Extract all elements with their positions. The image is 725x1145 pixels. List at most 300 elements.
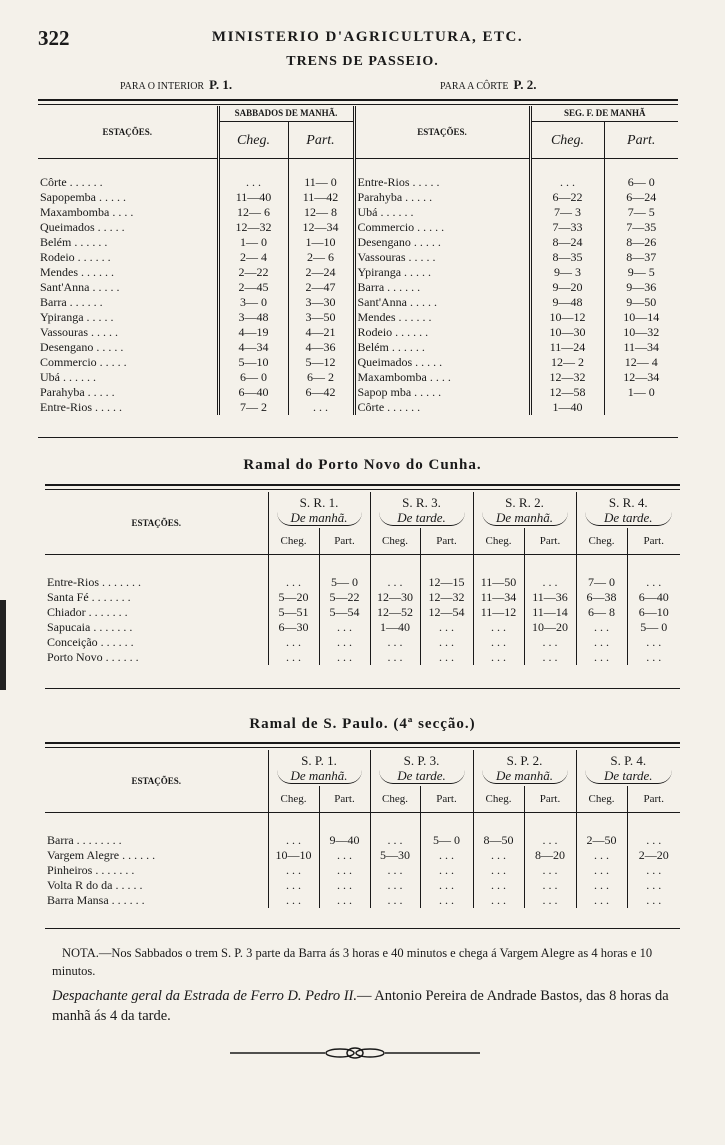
right-part-header: Part. [604,122,678,159]
time-cell: 2—47 [288,280,354,295]
time-cell: . . . [473,635,524,650]
time-cell: 6— 8 [576,605,627,620]
col-header: Cheg. [268,786,319,813]
ornament-divider [230,1046,480,1060]
sao-paulo-header-row [45,750,680,786]
porto-novo-train-header [576,492,680,528]
station-name: Entre-Rios . . . . . [40,400,122,414]
time-cell: . . . [576,878,627,893]
time-cell: . . . [420,878,473,893]
time-cell: . . . [524,833,576,848]
time-cell: 12—34 [604,370,678,385]
time-cell: 4—19 [218,325,288,340]
table-row [38,310,678,325]
time-cell: . . . [319,620,370,635]
col-header: Part. [524,528,576,555]
time-cell: 1—40 [530,400,604,415]
time-cell: . . . [473,893,524,908]
col-header: Cheg. [370,528,420,555]
time-cell: 7— 2 [218,400,288,415]
time-cell: 11—24 [530,340,604,355]
time-cell: 12—30 [370,590,420,605]
para-corte-train: P. 2. [513,77,537,92]
station-name: Mendes . . . . . . [354,310,530,325]
time-cell: . . . [524,863,576,878]
rule [38,104,678,105]
time-cell: 1—10 [288,235,354,250]
table-row [38,280,678,295]
sao-paulo-train-header [268,750,370,786]
porto-novo-spacer-row [45,555,680,576]
train-period: De tarde. [379,768,465,784]
time-cell: . . . [576,635,627,650]
time-cell: 6— 0 [218,370,288,385]
table-row [45,848,680,863]
station-name: Ypiranga . . . . . [354,265,530,280]
time-cell: . . . [473,620,524,635]
train-period: De tarde. [585,510,673,526]
train-code: S. R. 3. [402,494,441,510]
station-name: Barra Mansa . . . . . . [47,893,145,907]
time-cell: . . . [576,650,627,665]
time-cell: 5—20 [268,590,319,605]
time-cell: 1—40 [370,620,420,635]
time-cell: 11—34 [473,590,524,605]
table-row [38,355,678,370]
time-cell: . . . [268,635,319,650]
table-row [38,340,678,355]
time-cell: 10—10 [268,848,319,863]
time-cell: 12— 8 [288,205,354,220]
time-cell: 10—20 [524,620,576,635]
table-row [38,325,678,340]
time-cell: . . . [524,650,576,665]
time-cell: . . . [218,175,288,190]
station-name: Maxambomba . . . . [40,205,134,219]
time-cell: 8—35 [530,250,604,265]
station-name: Barra . . . . . . [40,295,103,309]
time-cell: 5—30 [370,848,420,863]
page-number: 322 [38,26,70,50]
nota-paragraph: NOTA.—Nos Sabbados o trem S. P. 3 parte da Barra ás 3 horas e 40 minutos e chega á Vargem Alegre as 4 horas e 10 minutos. [52,946,653,978]
station-name: Rodeio . . . . . . [354,325,530,340]
time-cell: 10—12 [530,310,604,325]
time-cell: 6—30 [268,620,319,635]
time-cell: 8—20 [524,848,576,863]
station-name: Parahyba . . . . . [354,190,530,205]
header-title: MINISTERIO D'AGRICULTURA, ETC. [211,29,524,45]
time-cell: . . . [473,863,524,878]
time-cell: . . . [319,635,370,650]
despachante-title: Despachante geral da Estrada de Ferro D. Pedro II. [52,988,357,1004]
rule [45,747,680,748]
time-cell: . . . [524,893,576,908]
col-header: Part. [627,786,680,813]
time-cell: 9— 3 [530,265,604,280]
time-cell: . . . [530,175,604,190]
time-cell: 12—52 [370,605,420,620]
station-name: Desengano . . . . . [354,235,530,250]
station-name: Maxambomba . . . . [354,370,530,385]
col-header: Part. [420,528,473,555]
page-subtitle: TRENS DE PASSEIO. [286,54,439,69]
table-row [45,575,680,590]
time-cell: 11—34 [604,340,678,355]
time-cell: 2—24 [288,265,354,280]
station-name: Sant'Anna . . . . . [354,295,530,310]
table-row [38,265,678,280]
time-cell: . . . [524,878,576,893]
time-cell: 12—15 [420,575,473,590]
time-cell: 11—12 [473,605,524,620]
porto-novo-title: Ramal do Porto Novo do Cunha. [243,457,482,473]
station-name: Mendes . . . . . . [40,265,114,279]
time-cell: . . . [370,878,420,893]
train-code: S. P. 1. [301,752,337,768]
station-name: Belém . . . . . . [40,235,108,249]
station-name: Rodeio . . . . . . [40,250,111,264]
train-period: De tarde. [379,510,465,526]
time-cell: . . . [370,833,420,848]
time-cell: 6—42 [288,385,354,400]
table-row [45,893,680,908]
time-cell: . . . [627,650,680,665]
sao-paulo-spacer-row [45,813,680,834]
col-header: Cheg. [473,528,524,555]
station-name: Chiador . . . . . . . [47,605,128,619]
rule [45,489,680,490]
time-cell: 1— 0 [604,385,678,400]
time-cell: . . . [420,848,473,863]
station-name: Pinheiros . . . . . . . [47,863,135,877]
rule [45,688,680,689]
station-name: Sapucaia . . . . . . . [47,620,133,634]
time-cell: 4—21 [288,325,354,340]
time-cell: 9—40 [319,833,370,848]
table-row [45,605,680,620]
time-cell: . . . [627,833,680,848]
table-row [38,220,678,235]
time-cell: 6— 0 [604,175,678,190]
time-cell: . . . [268,575,319,590]
time-cell: 7—35 [604,220,678,235]
sao-paulo-train-header [576,750,680,786]
time-cell: . . . [420,863,473,878]
time-cell: . . . [319,893,370,908]
train-code: S. R. 4. [608,494,648,510]
time-cell: 6—24 [604,190,678,205]
station-name: Ubá . . . . . . [40,370,96,384]
station-name: Commercio . . . . . [40,355,127,369]
time-cell: . . . [319,878,370,893]
table-row [38,190,678,205]
time-cell: 7—33 [530,220,604,235]
para-interior-label: PARA O INTERIOR [120,81,205,92]
station-name: Ubá . . . . . . [354,205,530,220]
time-cell: 11— 0 [288,175,354,190]
time-cell: . . . [420,650,473,665]
train-period: De manhã. [277,510,362,526]
time-cell: 12—32 [530,370,604,385]
table-row [45,863,680,878]
running-header [30,26,705,52]
station-name: Barra . . . . . . . . [47,833,122,847]
station-name: Commercio . . . . . [354,220,530,235]
porto-novo-train-header [268,492,370,528]
station-name: Santa Fé . . . . . . . [47,590,131,604]
time-cell: 9— 5 [604,265,678,280]
time-cell: 9—50 [604,295,678,310]
time-cell: 3— 0 [218,295,288,310]
time-cell: . . . [268,863,319,878]
time-cell: 3—48 [218,310,288,325]
time-cell: 8—26 [604,235,678,250]
right-stations-header: ESTAÇÕES. [354,106,530,159]
time-cell: 10—30 [530,325,604,340]
station-name: Porto Novo . . . . . . [47,650,139,664]
time-cell: 8—24 [530,235,604,250]
time-cell: . . . [627,575,680,590]
train-period: De tarde. [585,768,673,784]
station-name: Ypiranga . . . . . [40,310,114,324]
time-cell: . . . [627,893,680,908]
rule [45,928,680,929]
table-row [45,878,680,893]
station-name: Vassouras . . . . . [40,325,118,339]
table-row [45,620,680,635]
train-code: S. P. 3. [403,752,440,768]
time-cell: 6— 2 [288,370,354,385]
station-name: Entre-Rios . . . . . . . [47,575,141,589]
sao-paulo-train-header [473,750,576,786]
time-cell: . . . [420,620,473,635]
despachante-text: — Antonio Pereira de Andrade Bastos, das 8 horas da manhã ás 4 da tarde. [52,988,669,1024]
time-cell: . . . [370,575,420,590]
station-name: Vassouras . . . . . [354,250,530,265]
time-cell: . . . [420,893,473,908]
time-cell: . . . [473,650,524,665]
porto-novo-header-row [45,492,680,528]
time-cell: . . . [268,893,319,908]
time-cell: 12—32 [420,590,473,605]
sao-paulo-train-header [370,750,473,786]
main-spacer-row [38,159,678,176]
table-row [38,295,678,310]
time-cell: . . . [524,635,576,650]
table-row [45,833,680,848]
station-name: Queimados . . . . . [40,220,125,234]
time-cell: . . . [473,878,524,893]
para-corte-label: PARA A CÔRTE [440,81,509,92]
time-cell: . . . [370,863,420,878]
time-cell: 5— 0 [627,620,680,635]
time-cell: 2—22 [218,265,288,280]
time-cell: 2— 4 [218,250,288,265]
para-corte [440,77,537,93]
time-cell: . . . [473,848,524,863]
time-cell: 10—14 [604,310,678,325]
main-timetable [38,106,678,415]
col-header: Part. [319,528,370,555]
time-cell: 5— 0 [420,833,473,848]
station-name: Sapopemba . . . . . [40,190,126,204]
station-name: Desengano . . . . . [40,340,124,354]
left-cheg-header: Cheg. [218,122,288,159]
col-header: Cheg. [576,528,627,555]
table-row [38,370,678,385]
train-period: De manhã. [482,768,568,784]
time-cell: 6—10 [627,605,680,620]
sao-paulo-stations-header: ESTAÇÕES. [131,775,182,786]
time-cell: 1— 0 [218,235,288,250]
time-cell: 7— 0 [576,575,627,590]
time-cell: . . . [370,635,420,650]
time-cell: 9—36 [604,280,678,295]
time-cell: 9—20 [530,280,604,295]
station-name: Sant'Anna . . . . . [40,280,120,294]
time-cell: 10—32 [604,325,678,340]
train-code: S. P. 4. [610,752,647,768]
porto-novo-train-header [473,492,576,528]
para-interior-train: P. 1. [209,77,233,92]
table-row [45,590,680,605]
time-cell [604,400,678,415]
col-header: Cheg. [473,786,524,813]
time-cell: 5—22 [319,590,370,605]
time-cell: 4—36 [288,340,354,355]
time-cell: . . . [370,893,420,908]
train-period: De manhã. [482,510,568,526]
col-header: Part. [627,528,680,555]
time-cell: 12—34 [288,220,354,235]
time-cell: . . . [268,650,319,665]
time-cell: . . . [268,878,319,893]
rule [38,99,678,101]
time-cell: . . . [627,878,680,893]
time-cell: . . . [576,893,627,908]
time-cell: . . . [576,863,627,878]
left-group-header: SABBADOS DE MANHÃ. [218,106,354,122]
station-name: Conceição . . . . . . [47,635,134,649]
table-row [38,250,678,265]
table-row [38,235,678,250]
time-cell: 3—30 [288,295,354,310]
porto-novo-stations-header: ESTAÇÕES. [131,517,182,528]
time-cell: 12— 6 [218,205,288,220]
time-cell: 11—50 [473,575,524,590]
time-cell: 11—36 [524,590,576,605]
time-cell: 6—22 [530,190,604,205]
page-binding-shadow [0,600,6,690]
table-row [38,385,678,400]
main-header-row [38,106,678,122]
table-row [38,175,678,190]
time-cell: . . . [319,863,370,878]
time-cell: 5— 0 [319,575,370,590]
train-period: De manhã. [277,768,362,784]
table-row [38,400,678,415]
station-name: Queimados . . . . . [354,355,530,370]
time-cell: 5—10 [218,355,288,370]
time-cell: 12—54 [420,605,473,620]
time-cell: . . . [370,650,420,665]
train-code: S. P. 2. [506,752,543,768]
time-cell: 11—42 [288,190,354,205]
right-group-header: SEG. F. DE MANHÃ [530,106,678,122]
time-cell: 7— 5 [604,205,678,220]
time-cell: 4—34 [218,340,288,355]
train-code: S. R. 2. [505,494,544,510]
time-cell: 9—48 [530,295,604,310]
rule [45,484,680,486]
time-cell: 6—38 [576,590,627,605]
left-stations-header: ESTAÇÕES. [102,126,153,137]
station-name: Côrte . . . . . . [40,175,103,189]
station-name: Côrte . . . . . . [354,400,530,415]
time-cell: . . . [524,575,576,590]
despachante-paragraph [52,986,687,1026]
time-cell: . . . [576,620,627,635]
porto-novo-train-header [370,492,473,528]
train-code: S. R. 1. [299,494,339,510]
time-cell: 8—50 [473,833,524,848]
time-cell: . . . [319,650,370,665]
time-cell: 11—14 [524,605,576,620]
time-cell: 12— 4 [604,355,678,370]
station-name: Entre-Rios . . . . . [354,175,530,190]
station-name: Belém . . . . . . [354,340,530,355]
col-header: Cheg. [268,528,319,555]
station-name: Vargem Alegre . . . . . . [47,848,156,862]
rule [45,742,680,744]
porto-novo-timetable [45,492,680,665]
col-header: Cheg. [576,786,627,813]
time-cell: 2—20 [627,848,680,863]
table-row [38,205,678,220]
col-header: Cheg. [370,786,420,813]
time-cell: 3—50 [288,310,354,325]
time-cell: 5—54 [319,605,370,620]
col-header: Part. [319,786,370,813]
time-cell: . . . [576,848,627,863]
time-cell: 2—50 [576,833,627,848]
time-cell: . . . [627,635,680,650]
station-name: Sapop mba . . . . . [354,385,530,400]
time-cell: . . . [268,833,319,848]
time-cell: 5—51 [268,605,319,620]
time-cell: 5—12 [288,355,354,370]
time-cell: 11—40 [218,190,288,205]
col-header: Part. [420,786,473,813]
right-cheg-header: Cheg. [530,122,604,159]
sao-paulo-title: Ramal de S. Paulo. (4ª secção.) [249,716,476,732]
time-cell: . . . [627,863,680,878]
time-cell: 12— 2 [530,355,604,370]
time-cell: . . . [420,635,473,650]
time-cell: 6—40 [627,590,680,605]
left-part-header: Part. [288,122,354,159]
rule [38,437,678,438]
time-cell: . . . [319,848,370,863]
station-name: Volta R do da . . . . . [47,878,143,892]
station-name: Parahyba . . . . . [40,385,115,399]
time-cell: 2— 6 [288,250,354,265]
time-cell: 6—40 [218,385,288,400]
time-cell: 2—45 [218,280,288,295]
time-cell: . . . [288,400,354,415]
time-cell: 12—58 [530,385,604,400]
sao-paulo-timetable [45,750,680,908]
